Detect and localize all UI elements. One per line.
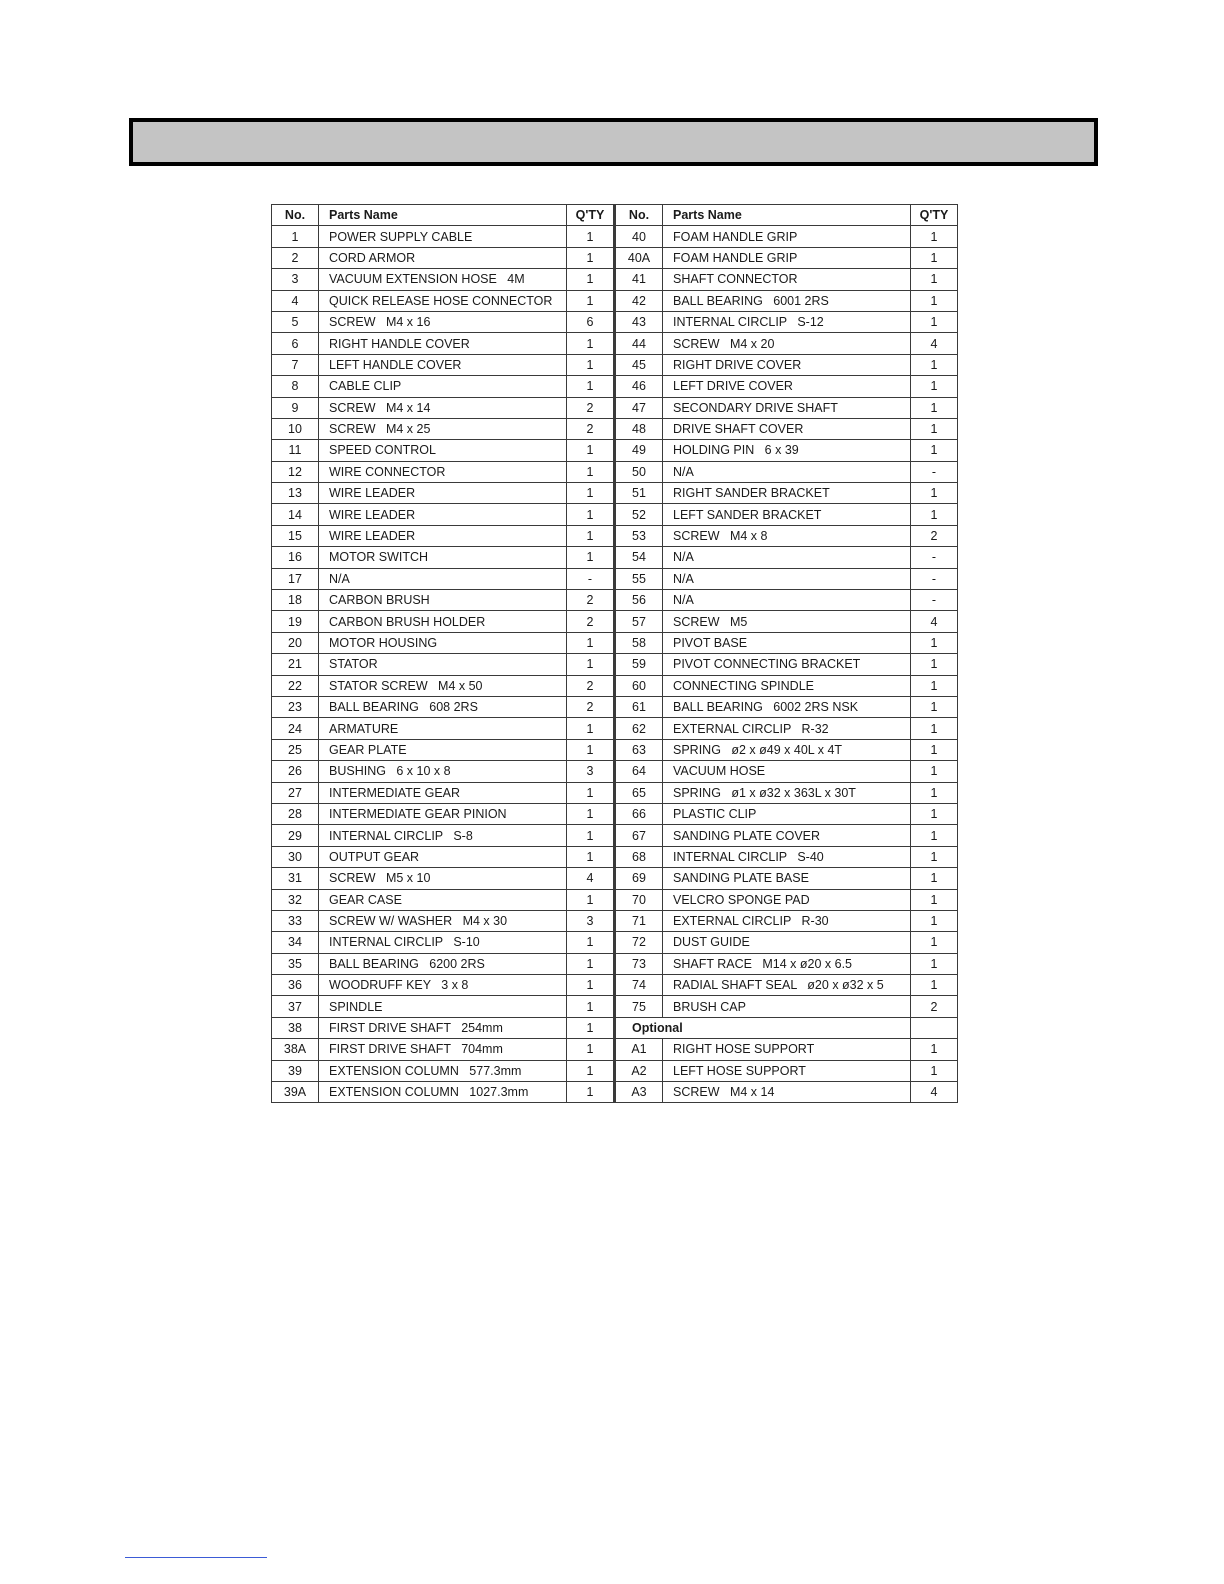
part-qty: 1: [567, 483, 615, 504]
part-qty: 1: [567, 1082, 615, 1103]
part-name: STATOR: [319, 654, 567, 675]
part-qty: 1: [567, 290, 615, 311]
part-name: SCREW M4 x 25: [319, 418, 567, 439]
part-name: SCREW M4 x 8: [663, 525, 911, 546]
part-number: 57: [615, 611, 663, 632]
part-name: EXTENSION COLUMN 1027.3mm: [319, 1082, 567, 1103]
part-name: BALL BEARING 608 2RS: [319, 696, 567, 717]
part-qty: 1: [911, 975, 958, 996]
part-name: OUTPUT GEAR: [319, 846, 567, 867]
part-number: 54: [615, 547, 663, 568]
part-number: 21: [272, 654, 319, 675]
part-qty: 4: [911, 1082, 958, 1103]
part-number: 38: [272, 1017, 319, 1038]
part-qty: 4: [911, 611, 958, 632]
part-number: 71: [615, 910, 663, 931]
part-number: 50: [615, 461, 663, 482]
part-name: INTERNAL CIRCLIP S-12: [663, 311, 911, 332]
part-name: BALL BEARING 6200 2RS: [319, 953, 567, 974]
part-qty: 4: [567, 868, 615, 889]
part-qty: 2: [567, 696, 615, 717]
table-row: [272, 525, 958, 546]
table-row: [272, 547, 958, 568]
part-name: N/A: [663, 461, 911, 482]
part-name: N/A: [663, 590, 911, 611]
part-qty: 1: [567, 739, 615, 760]
part-number: 60: [615, 675, 663, 696]
part-name: FOAM HANDLE GRIP: [663, 226, 911, 247]
table-row: [272, 418, 958, 439]
part-qty: 1: [567, 376, 615, 397]
part-name: DRIVE SHAFT COVER: [663, 418, 911, 439]
part-number: 11: [272, 440, 319, 461]
table-row: [272, 611, 958, 632]
part-qty: 1: [567, 632, 615, 653]
part-number: 39: [272, 1060, 319, 1081]
part-number: 3: [272, 269, 319, 290]
part-qty: 2: [567, 675, 615, 696]
part-qty: 1: [911, 825, 958, 846]
part-number: 12: [272, 461, 319, 482]
part-name: CORD ARMOR: [319, 247, 567, 268]
table-row: [272, 1017, 958, 1038]
part-qty: 1: [567, 354, 615, 375]
part-number: 25: [272, 739, 319, 760]
part-qty: 1: [911, 868, 958, 889]
part-number: 6: [272, 333, 319, 354]
part-name: INTERNAL CIRCLIP S-8: [319, 825, 567, 846]
part-name: FIRST DRIVE SHAFT 254mm: [319, 1017, 567, 1038]
part-qty: 1: [567, 461, 615, 482]
part-number: 45: [615, 354, 663, 375]
optional-section-label: Optional: [615, 1017, 911, 1038]
part-number: 69: [615, 868, 663, 889]
part-name: SHAFT RACE M14 x ø20 x 6.5: [663, 953, 911, 974]
part-number: 53: [615, 525, 663, 546]
part-qty: 1: [567, 846, 615, 867]
table-row: [272, 675, 958, 696]
part-name: PLASTIC CLIP: [663, 803, 911, 824]
part-qty: -: [911, 590, 958, 611]
part-number: A3: [615, 1082, 663, 1103]
table-row: [272, 269, 958, 290]
part-name: INTERMEDIATE GEAR: [319, 782, 567, 803]
part-qty: 1: [911, 889, 958, 910]
part-qty: 1: [567, 889, 615, 910]
part-number: 8: [272, 376, 319, 397]
part-qty: 3: [567, 910, 615, 931]
part-qty: 1: [911, 696, 958, 717]
part-name: WOODRUFF KEY 3 x 8: [319, 975, 567, 996]
part-name: SANDING PLATE BASE: [663, 868, 911, 889]
part-name: SCREW M5 x 10: [319, 868, 567, 889]
table-header-row: [272, 205, 958, 226]
table-row: [272, 761, 958, 782]
table-row: [272, 568, 958, 589]
part-qty: 2: [911, 525, 958, 546]
part-qty: 2: [567, 611, 615, 632]
table-row: [272, 483, 958, 504]
part-number: 74: [615, 975, 663, 996]
part-number: 43: [615, 311, 663, 332]
part-qty: 1: [567, 975, 615, 996]
part-qty: 1: [911, 354, 958, 375]
part-qty: 1: [911, 910, 958, 931]
part-qty: 1: [911, 953, 958, 974]
part-qty: 1: [567, 932, 615, 953]
part-number: 17: [272, 568, 319, 589]
part-number: 46: [615, 376, 663, 397]
table-row: [272, 953, 958, 974]
part-number: 61: [615, 696, 663, 717]
part-name: QUICK RELEASE HOSE CONNECTOR: [319, 290, 567, 311]
part-qty: 2: [567, 590, 615, 611]
part-number: 34: [272, 932, 319, 953]
part-qty: 1: [567, 525, 615, 546]
part-name: PIVOT CONNECTING BRACKET: [663, 654, 911, 675]
part-name: VACUUM HOSE: [663, 761, 911, 782]
part-qty: 1: [567, 1039, 615, 1060]
part-qty: -: [911, 568, 958, 589]
part-number: 29: [272, 825, 319, 846]
part-number: 4: [272, 290, 319, 311]
table-row: [272, 846, 958, 867]
part-qty: 1: [567, 825, 615, 846]
part-number: 48: [615, 418, 663, 439]
part-name: BALL BEARING 6002 2RS NSK: [663, 696, 911, 717]
part-qty: 1: [911, 247, 958, 268]
table-row: [272, 654, 958, 675]
table-row: [272, 910, 958, 931]
part-qty: 1: [911, 311, 958, 332]
part-qty: [911, 1017, 958, 1038]
part-qty: 1: [911, 290, 958, 311]
part-name: SCREW M4 x 16: [319, 311, 567, 332]
part-name: STATOR SCREW M4 x 50: [319, 675, 567, 696]
table-row: [272, 354, 958, 375]
part-name: INTERNAL CIRCLIP S-10: [319, 932, 567, 953]
part-qty: -: [567, 568, 615, 589]
part-number: 24: [272, 718, 319, 739]
header-no: No.: [615, 205, 663, 226]
part-qty: 1: [911, 803, 958, 824]
part-qty: 1: [911, 483, 958, 504]
part-qty: 1: [911, 504, 958, 525]
table-row: [272, 932, 958, 953]
part-qty: 1: [567, 996, 615, 1017]
part-number: 5: [272, 311, 319, 332]
part-qty: 6: [567, 311, 615, 332]
part-number: 75: [615, 996, 663, 1017]
part-number: 2: [272, 247, 319, 268]
part-name: LEFT DRIVE COVER: [663, 376, 911, 397]
part-name: WIRE LEADER: [319, 504, 567, 525]
part-qty: 1: [911, 418, 958, 439]
part-name: VACUUM EXTENSION HOSE 4M: [319, 269, 567, 290]
part-name: SPEED CONTROL: [319, 440, 567, 461]
part-name: WIRE LEADER: [319, 483, 567, 504]
part-name: FOAM HANDLE GRIP: [663, 247, 911, 268]
part-name: SCREW W/ WASHER M4 x 30: [319, 910, 567, 931]
part-name: WIRE LEADER: [319, 525, 567, 546]
part-name: SPINDLE: [319, 996, 567, 1017]
table-row: [272, 1082, 958, 1103]
part-name: FIRST DRIVE SHAFT 704mm: [319, 1039, 567, 1060]
part-number: 47: [615, 397, 663, 418]
part-number: 13: [272, 483, 319, 504]
part-number: 62: [615, 718, 663, 739]
part-name: ARMATURE: [319, 718, 567, 739]
table-row: [272, 782, 958, 803]
table-row: [272, 504, 958, 525]
part-name: BALL BEARING 6001 2RS: [663, 290, 911, 311]
table-row: [272, 1060, 958, 1081]
part-name: EXTERNAL CIRCLIP R-30: [663, 910, 911, 931]
part-name: RIGHT SANDER BRACKET: [663, 483, 911, 504]
part-name: SECONDARY DRIVE SHAFT: [663, 397, 911, 418]
part-qty: 3: [567, 761, 615, 782]
part-qty: 1: [911, 932, 958, 953]
table-row: [272, 803, 958, 824]
part-name: WIRE CONNECTOR: [319, 461, 567, 482]
part-number: 72: [615, 932, 663, 953]
table-row: [272, 696, 958, 717]
part-number: 58: [615, 632, 663, 653]
part-qty: 1: [567, 226, 615, 247]
part-qty: 1: [911, 718, 958, 739]
part-number: 39A: [272, 1082, 319, 1103]
part-name: SCREW M4 x 14: [663, 1082, 911, 1103]
part-name: VELCRO SPONGE PAD: [663, 889, 911, 910]
part-qty: 2: [567, 397, 615, 418]
part-qty: 1: [911, 782, 958, 803]
part-number: 19: [272, 611, 319, 632]
part-number: 41: [615, 269, 663, 290]
part-number: 37: [272, 996, 319, 1017]
part-number: 22: [272, 675, 319, 696]
part-qty: 1: [567, 269, 615, 290]
part-qty: 1: [911, 440, 958, 461]
part-number: 66: [615, 803, 663, 824]
part-number: A2: [615, 1060, 663, 1081]
part-qty: 1: [567, 440, 615, 461]
part-qty: 4: [911, 333, 958, 354]
part-name: RIGHT HANDLE COVER: [319, 333, 567, 354]
table-row: [272, 975, 958, 996]
part-name: RIGHT DRIVE COVER: [663, 354, 911, 375]
part-qty: 1: [911, 397, 958, 418]
part-qty: 1: [911, 846, 958, 867]
part-number: 59: [615, 654, 663, 675]
header-no: No.: [272, 205, 319, 226]
part-name: GEAR CASE: [319, 889, 567, 910]
part-number: 73: [615, 953, 663, 974]
footer-rule: [125, 1557, 267, 1558]
part-name: DUST GUIDE: [663, 932, 911, 953]
part-qty: 1: [567, 1060, 615, 1081]
part-name: SPRING ø2 x ø49 x 40L x 4T: [663, 739, 911, 760]
section-header-bar: [129, 118, 1098, 166]
part-name: CONNECTING SPINDLE: [663, 675, 911, 696]
table-row: [272, 226, 958, 247]
part-qty: 1: [911, 226, 958, 247]
table-row: [272, 333, 958, 354]
part-name: CARBON BRUSH HOLDER: [319, 611, 567, 632]
part-number: 70: [615, 889, 663, 910]
table-row: [272, 461, 958, 482]
part-qty: 1: [911, 739, 958, 760]
table-row: [272, 290, 958, 311]
part-number: 44: [615, 333, 663, 354]
part-qty: 1: [567, 547, 615, 568]
part-name: POWER SUPPLY CABLE: [319, 226, 567, 247]
part-qty: 1: [567, 1017, 615, 1038]
table-row: [272, 868, 958, 889]
part-qty: 1: [567, 654, 615, 675]
table-row: [272, 739, 958, 760]
part-qty: 1: [911, 1060, 958, 1081]
part-qty: 2: [567, 418, 615, 439]
part-number: 30: [272, 846, 319, 867]
table-row: [272, 718, 958, 739]
part-number: 63: [615, 739, 663, 760]
table-row: [272, 889, 958, 910]
part-name: SHAFT CONNECTOR: [663, 269, 911, 290]
part-qty: 1: [567, 247, 615, 268]
table-row: [272, 311, 958, 332]
part-name: MOTOR SWITCH: [319, 547, 567, 568]
part-number: 27: [272, 782, 319, 803]
part-number: 35: [272, 953, 319, 974]
part-name: N/A: [663, 568, 911, 589]
part-number: 64: [615, 761, 663, 782]
part-number: 36: [272, 975, 319, 996]
part-number: 40: [615, 226, 663, 247]
part-name: SPRING ø1 x ø32 x 363L x 30T: [663, 782, 911, 803]
part-qty: 1: [567, 504, 615, 525]
part-qty: 1: [911, 675, 958, 696]
part-number: 32: [272, 889, 319, 910]
part-name: INTERMEDIATE GEAR PINION: [319, 803, 567, 824]
part-qty: 1: [911, 761, 958, 782]
part-number: 16: [272, 547, 319, 568]
part-number: 18: [272, 590, 319, 611]
table-row: [272, 376, 958, 397]
header-qty: Q'TY: [567, 205, 615, 226]
header-parts-name: Parts Name: [663, 205, 911, 226]
part-qty: 1: [567, 333, 615, 354]
part-name: MOTOR HOUSING: [319, 632, 567, 653]
part-number: 67: [615, 825, 663, 846]
table-row: [272, 996, 958, 1017]
part-number: A1: [615, 1039, 663, 1060]
header-qty: Q'TY: [911, 205, 958, 226]
part-name: SCREW M4 x 14: [319, 397, 567, 418]
table-row: [272, 397, 958, 418]
part-name: N/A: [319, 568, 567, 589]
part-name: SCREW M5: [663, 611, 911, 632]
part-number: 52: [615, 504, 663, 525]
part-number: 42: [615, 290, 663, 311]
part-number: 1: [272, 226, 319, 247]
table-row: [272, 825, 958, 846]
part-number: 28: [272, 803, 319, 824]
part-name: BUSHING 6 x 10 x 8: [319, 761, 567, 782]
part-number: 51: [615, 483, 663, 504]
part-number: 9: [272, 397, 319, 418]
part-name: RADIAL SHAFT SEAL ø20 x ø32 x 5: [663, 975, 911, 996]
part-qty: -: [911, 461, 958, 482]
part-qty: 1: [567, 782, 615, 803]
part-number: 15: [272, 525, 319, 546]
part-qty: 1: [567, 718, 615, 739]
part-qty: 1: [567, 953, 615, 974]
part-number: 49: [615, 440, 663, 461]
table-row: [272, 440, 958, 461]
part-name: SANDING PLATE COVER: [663, 825, 911, 846]
part-name: RIGHT HOSE SUPPORT: [663, 1039, 911, 1060]
part-number: 40A: [615, 247, 663, 268]
part-name: CABLE CLIP: [319, 376, 567, 397]
part-number: 7: [272, 354, 319, 375]
part-number: 23: [272, 696, 319, 717]
part-name: N/A: [663, 547, 911, 568]
part-number: 68: [615, 846, 663, 867]
table-row: [272, 590, 958, 611]
part-number: 31: [272, 868, 319, 889]
part-qty: 1: [911, 269, 958, 290]
part-name: EXTERNAL CIRCLIP R-32: [663, 718, 911, 739]
part-name: CARBON BRUSH: [319, 590, 567, 611]
part-name: INTERNAL CIRCLIP S-40: [663, 846, 911, 867]
part-qty: 1: [567, 803, 615, 824]
part-number: 38A: [272, 1039, 319, 1060]
part-number: 26: [272, 761, 319, 782]
part-qty: 2: [911, 996, 958, 1017]
part-name: BRUSH CAP: [663, 996, 911, 1017]
part-qty: 1: [911, 654, 958, 675]
part-number: 10: [272, 418, 319, 439]
part-qty: 1: [911, 632, 958, 653]
parts-list-table: [271, 204, 958, 1103]
table-row: [272, 1039, 958, 1060]
part-number: 55: [615, 568, 663, 589]
part-number: 33: [272, 910, 319, 931]
part-name: LEFT SANDER BRACKET: [663, 504, 911, 525]
part-name: PIVOT BASE: [663, 632, 911, 653]
header-parts-name: Parts Name: [319, 205, 567, 226]
part-qty: 1: [911, 1039, 958, 1060]
part-name: EXTENSION COLUMN 577.3mm: [319, 1060, 567, 1081]
table-row: [272, 632, 958, 653]
part-name: LEFT HOSE SUPPORT: [663, 1060, 911, 1081]
table-row: [272, 247, 958, 268]
part-qty: -: [911, 547, 958, 568]
part-number: 20: [272, 632, 319, 653]
part-name: GEAR PLATE: [319, 739, 567, 760]
part-qty: 1: [911, 376, 958, 397]
part-number: 14: [272, 504, 319, 525]
part-number: 56: [615, 590, 663, 611]
part-number: 65: [615, 782, 663, 803]
part-name: HOLDING PIN 6 x 39: [663, 440, 911, 461]
part-name: LEFT HANDLE COVER: [319, 354, 567, 375]
part-name: SCREW M4 x 20: [663, 333, 911, 354]
